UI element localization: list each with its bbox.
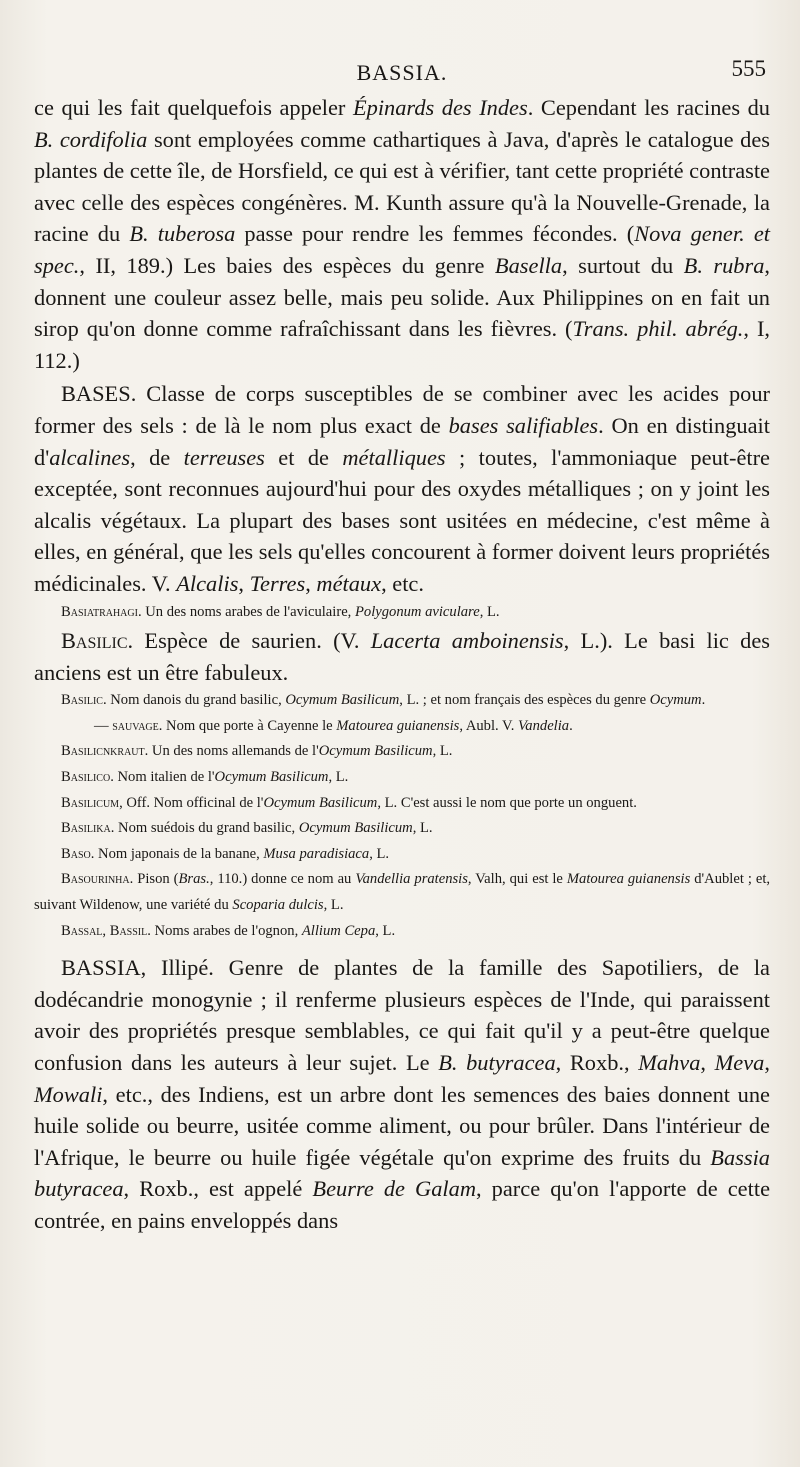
page-body — [34, 92, 770, 1237]
entry-basilicum: Basilicum, Off. Nom officinal de l'Ocymum Basilicum, L. C'est aussi le nom que porte un onguent. — [61, 794, 637, 811]
entry-bassia: BASSIA, Illipé. Genre de plantes de la famille des Sapotiliers, de la dodécandrie monogynie ; il renferme plusieurs espèces de l'Inde, qui paraissent avoir des propriétés presque semblables, ce qui fait qu'il y a peut-être quelque confusion dans les auteurs à leur sujet. Le B. butyracea, Roxb., Mahva, Meva, Mowali, etc., des Indiens, est un arbre dont les semences des baies donnent une huile solide ou beurre, usitée comme aliment, ou pour brûler. Dans l'intérieur de l'Afrique, le beurre ou huile figée végétale qu'on exprime des fruits du Bassia butyracea, Roxb., est appelé Beurre de Galam, parce qu'on l'apporte de cette contrée, en pains enveloppés dans — [34, 955, 771, 1233]
entry-headword: BASSIA — [61, 955, 141, 981]
entry-headword: Basiatrahagi — [61, 603, 138, 620]
entry-basilico: Basilico. Nom italien de l'Ocymum Basilicum, L. — [61, 769, 349, 786]
page-number: 555 — [731, 56, 766, 81]
paragraph-continuation: ce qui les fait quelquefois appeler Épinards des Indes. Cependant les racines du B. cordifolia sont employées comme cathartiques à Java, d'après le catalogue des plantes de cette île, de Horsfield, ce qui est à vérifier, tant cette propriété contraste avec celle des espèces congénères. M. Kunth assure qu'à la Nouvelle-Grenade, la racine du B. tuberosa passe pour rendre les femmes fécondes. (Nova gener. et spec., II, 189.) Les baies des espèces du genre Basella, surtout du B. rubra, donnent une couleur assez belle, mais peu solide. Aux Philippines on en fait un sirop qu'on donne comme rafraîchissant dans les fièvres. (Trans. phil. abrég., I, 112.) — [34, 95, 771, 373]
entry-headword: Bassal — [61, 922, 103, 939]
entry-headword: Basilico — [61, 769, 111, 786]
entry-basilika: Basilika. Nom suédois du grand basilic, Ocymum Basilicum, L. — [61, 820, 433, 837]
entry-headword: sauvage — [112, 717, 159, 734]
entry-headword: Basourinha — [61, 871, 130, 888]
entry-basourinha: Basourinha. Pison (Bras., 110.) donne ce nom au Vandellia pratensis, Valh, qui est le Matourea guianensis d'Aublet ; et, suivant Wildenow, une variété du Scoparia dulcis, L. — [34, 871, 771, 914]
entry-basilic-danois: Basilic. Nom danois du grand basilic, Ocymum Basilicum, L. ; et nom français des espèces du genre Ocymum. — [61, 692, 706, 709]
entry-headword: Basilic — [61, 628, 128, 654]
entry-bases: BASES. Classe de corps susceptibles de se combiner avec les acides pour former des sels : de là le nom plus exact de bases salifiables. On en distinguait d'alcalines, de terreuses et de métalliques ; toutes, l'ammoniaque peut-être exceptée, sont reconnues aujourd'hui pour des oxydes métalliques ; on y joint les alcalis végétaux. La plupart des bases sont usitées en médecine, c'est même à elles, en général, que les sels qu'elles concourent à former doivent leurs propriétés médicinales. V. Alcalis, Terres, métaux, etc. — [34, 381, 770, 596]
entry-headword: Basilic — [61, 692, 103, 709]
entry-headword: Basilika — [61, 820, 111, 837]
entry-basilic-sauvage: — sauvage. Nom que porte à Cayenne le Matourea guianensis, Aubl. V. Vandelia. — [94, 717, 573, 734]
entry-basilienkraut: Basilicnkraut. Un des noms allemands de l'Ocymum Basilicum, L. — [61, 743, 453, 760]
entry-headword: Basilicum — [61, 794, 120, 811]
running-head — [34, 56, 770, 92]
entry-headword: Baso — [61, 845, 91, 862]
running-title: BASSIA. — [356, 60, 448, 85]
entry-headword: Basilicnkraut — [61, 743, 145, 760]
entry-basilic-saurien: Basilic. Espèce de saurien. (V. Lacerta amboinensis, L.). Le basi lic des anciens est un être fabuleux. — [34, 628, 770, 685]
entry-headword: Bassil — [109, 922, 148, 939]
entry-bassal: Bassal, Bassil. Noms arabes de l'ognon, Allium Cepa, L. — [61, 922, 396, 939]
entry-basiatrahagi: Basiatrahagi. Un des noms arabes de l'aviculaire, Polygonum aviculare, L. — [61, 603, 500, 620]
entry-baso: Baso. Nom japonais de la banane, Musa paradisiaca, L. — [61, 845, 390, 862]
entry-headword: BASES — [61, 381, 131, 407]
